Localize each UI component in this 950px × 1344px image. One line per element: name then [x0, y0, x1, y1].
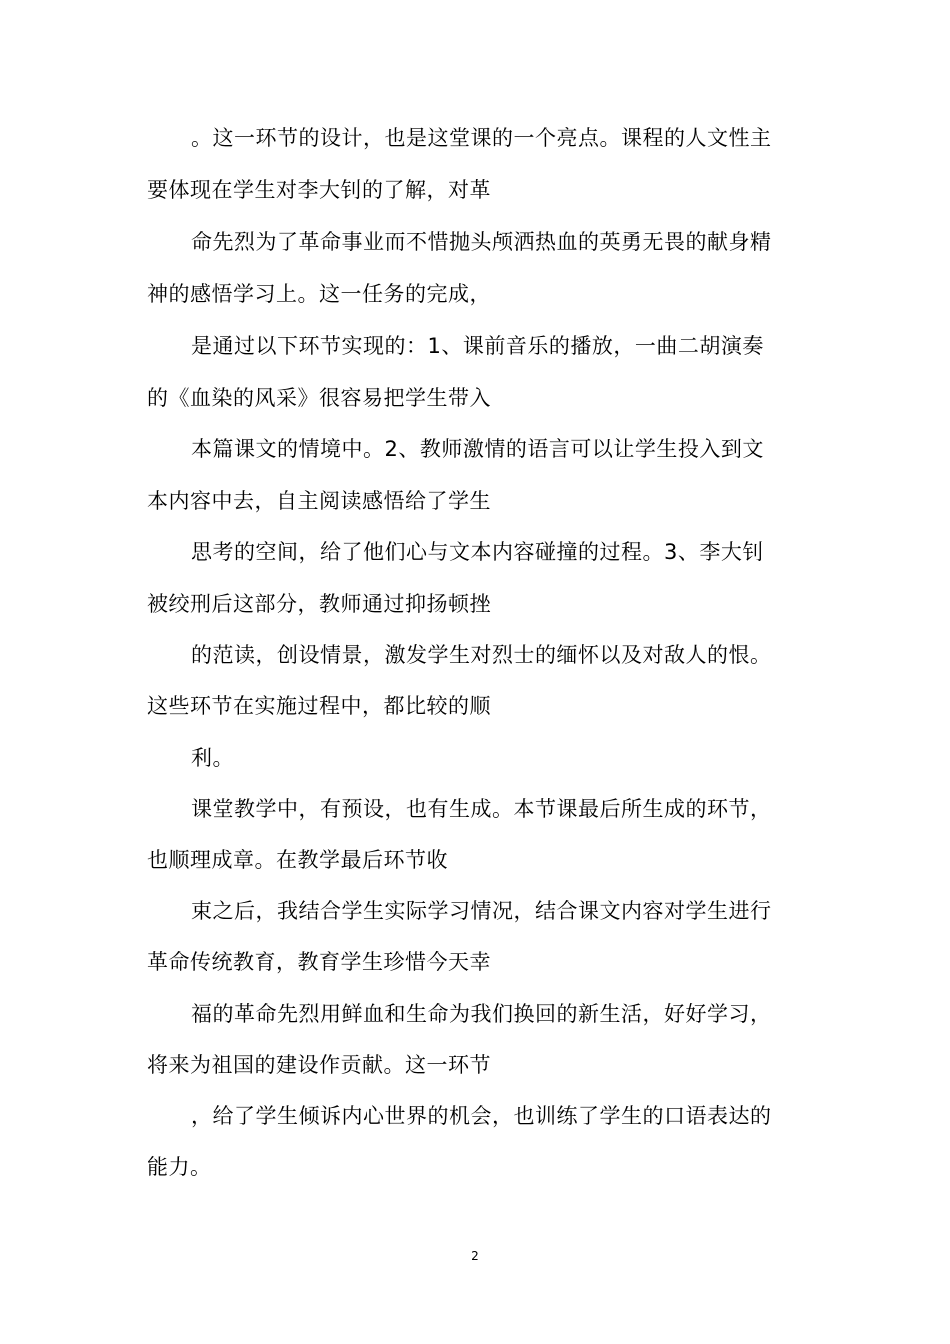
- paragraph-2-line-1: 命先烈为了革命事业而不惜抛头颅洒热血的英勇无畏的献身精: [191, 230, 772, 254]
- paragraph-3-line-2: 的《血染的风采》很容易把学生带入: [147, 386, 491, 410]
- paragraph-11-line-2: 能力。: [147, 1155, 212, 1179]
- paragraph-1-line-1: 。这一环节的设计，也是这堂课的一个亮点。课程的人文性主: [191, 126, 772, 150]
- paragraph-4-line-1: 本篇课文的情境中。2、教师激情的语言可以让学生投入到文: [191, 437, 764, 461]
- paragraph-2-line-2: 神的感悟学习上。这一任务的完成，: [147, 282, 491, 306]
- paragraph-8-line-2: 也顺理成章。在教学最后环节收: [147, 848, 448, 872]
- paragraph-1-line-2: 要体现在学生对李大钊的了解，对革: [147, 178, 491, 202]
- paragraph-8-line-1: 课堂教学中，有预设，也有生成。本节课最后所生成的环节，: [191, 797, 772, 821]
- paragraph-7-line-1: 利。: [191, 746, 234, 770]
- paragraph-9-line-2: 革命传统教育，教育学生珍惜今天幸: [147, 950, 491, 974]
- paragraph-11-line-1: ，给了学生倾诉内心世界的机会，也训练了学生的口语表达的: [191, 1104, 772, 1128]
- paragraph-6-line-2: 这些环节在实施过程中，都比较的顺: [147, 694, 491, 718]
- paragraph-4-line-2: 本内容中去，自主阅读感悟给了学生: [147, 489, 491, 513]
- page-number: 2: [471, 1249, 479, 1263]
- paragraph-5-line-2: 被绞刑后这部分，教师通过抑扬顿挫: [147, 592, 491, 616]
- paragraph-3-line-1: 是通过以下环节实现的：1、课前音乐的播放，一曲二胡演奏: [191, 334, 764, 358]
- paragraph-5-line-1: 思考的空间，给了他们心与文本内容碰撞的过程。3、李大钊: [191, 540, 764, 564]
- paragraph-6-line-1: 的范读，创设情景，激发学生对烈士的缅怀以及对敌人的恨。: [191, 643, 772, 667]
- paragraph-9-line-1: 束之后，我结合学生实际学习情况，结合课文内容对学生进行: [191, 899, 772, 923]
- paragraph-10-line-2: 将来为祖国的建设作贡献。这一环节: [147, 1053, 491, 1077]
- paragraph-10-line-1: 福的革命先烈用鲜血和生命为我们换回的新生活，好好学习，: [191, 1002, 772, 1026]
